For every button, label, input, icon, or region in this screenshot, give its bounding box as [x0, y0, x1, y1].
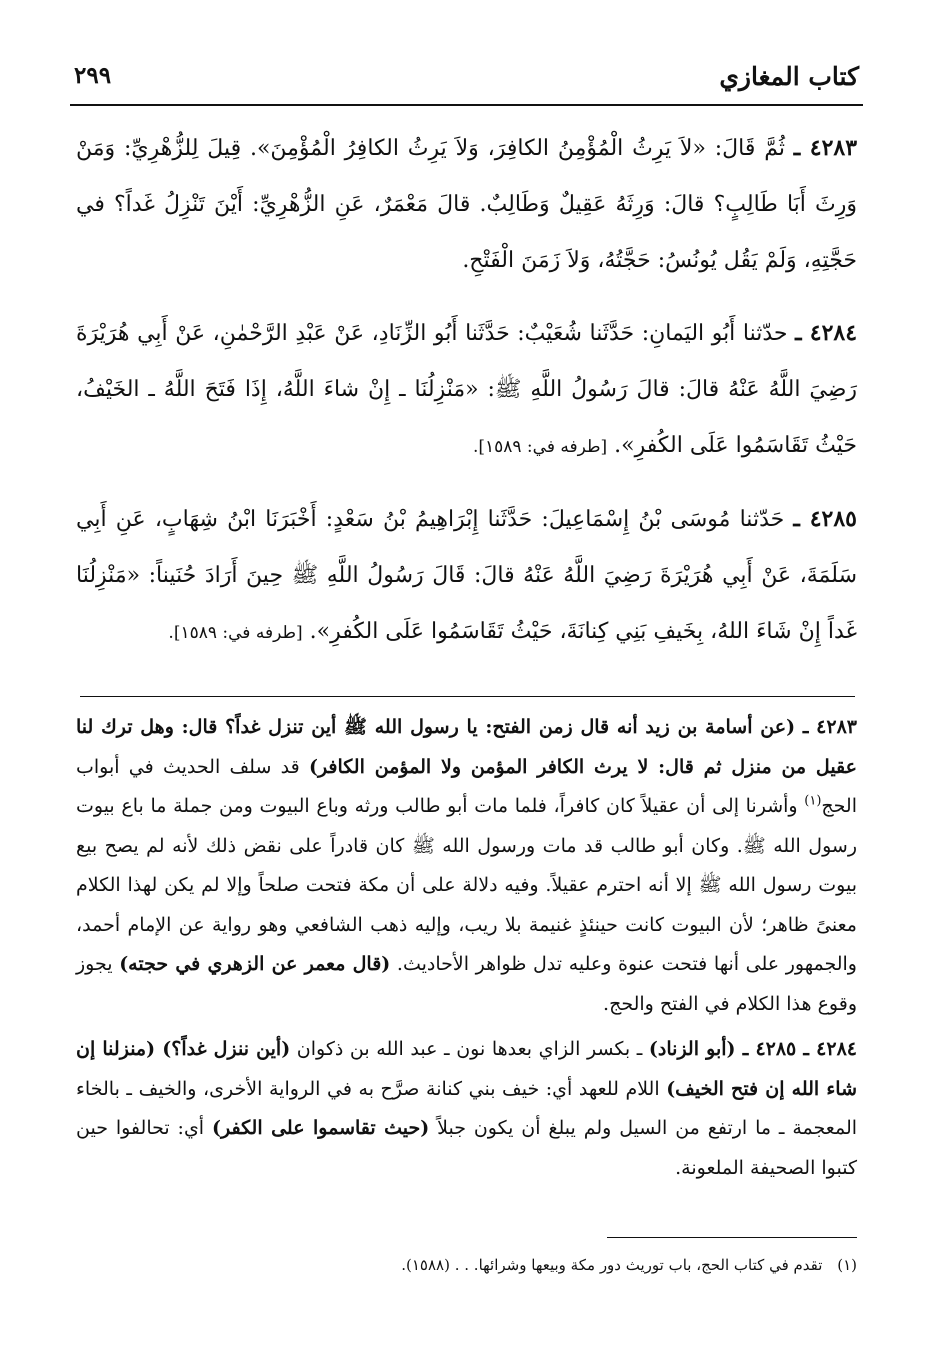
commentary-text: أي: تحالفوا حين كتبوا الصحيفة الملعونة. — [76, 1117, 857, 1179]
hadith-4284 — [76, 305, 857, 475]
commentary-quote: (حيث تقاسموا على الكفر) — [211, 1117, 430, 1139]
page-number: ٢٩٩ — [74, 62, 112, 89]
hadith-body: حدّثنا أَبُو اليَمانِ: حَدَّثَنا شُعَيْبٌ: حَدَّثَنا أَبُو الزِّنَادِ، عَنْ عَبْدِ الرَّحْمٰنِ، عَنْ أَبِي هُرَيْرَةَ رَضِيَ اللَّهُ عَنْهُ قالَ: قالَ رَسُولُ اللَّهِ ﷺ: «مَنْزِلُنَا ـ إِنْ شاءَ اللَّهُ، إِذَا فَتَحَ اللَّهُ ـ الخَيْفُ، حَيْثُ تَقَاسَمُوا عَلَى الكُفرِ». — [76, 321, 857, 458]
cross-reference: [طرفه في: ١٥٨٩]. — [168, 623, 303, 643]
footnote-text: تقدم في كتاب الحج، باب توريث دور مكة وبيعها وشرائها. . . (١٥٨٨). — [401, 1256, 823, 1274]
commentary-text: قد سلف الحديث في أبواب الحج — [76, 755, 857, 817]
hadith-text-section — [76, 120, 857, 677]
hadith-4285 — [76, 491, 857, 661]
hadith-4283 — [76, 120, 857, 289]
book-title: كتاب المغازي — [719, 62, 859, 91]
footnote — [76, 1253, 857, 1277]
commentary-text: ـ بكسر الزاي بعدها نون ـ عبد الله بن ذكوان — [290, 1038, 649, 1060]
commentary-paragraph-4283 — [76, 708, 857, 1024]
commentary-text: وأشرنا إلى أن عقيلاً كان كافراً، فلما مات أبو طالب ورثه وباع البيوت ومن جملة ما باع بيوت رسول الله ﷺ. وكان أبو طالب قد مات ورسول الله ﷺ كان قادراً على نقض ذلك لأنه لم يصح بيع بيوت رسول الله ﷺ إلا أنه احترم عقيلاً. وفيه دلالة على أن مكة فتحت صلحاً وإلا لم يكن لهذا الكلام معنىً ظاهر؛ لأن البيوت كانت حينئذٍ غنيمة بلا ريب، وإليه ذهب الشافعي وهو رواية عن الإمام أحمد، والجمهور على أنها فتحت عنوة وعليه تدل ظواهر الأحاديث. — [76, 795, 857, 975]
footnote-divider — [607, 1237, 857, 1238]
commentary-section — [76, 708, 857, 1194]
hadith-number: ٤٢٨٥ ـ — [793, 506, 857, 532]
hadith-number: ٤٢٨٤ ـ — [795, 320, 858, 346]
page-header — [70, 58, 863, 106]
commentary-text: اللام للعهد أي: خيف بني كنانة صرَّح به في الرواية الأخرى، والخيف ـ بالخاء المعجمة ـ ما ارتفع من السيل ولم يبلغ أن يكون جبلاً — [76, 1077, 858, 1139]
section-divider — [80, 696, 855, 697]
commentary-quote: (قال معمر عن الزهري في حجته) — [119, 953, 391, 975]
commentary-quote: (أين ننزل غداً؟) (منزلنا إن شاء الله إن فتح الخيف) — [76, 1038, 857, 1100]
commentary-paragraph-4284-4285 — [76, 1030, 857, 1188]
hadith-number: ٤٢٨٣ ـ — [793, 135, 858, 161]
hadith-body: حَدّثنا مُوسَى بْنُ إِسْمَاعِيلَ: حَدَّثَنا إِبْرَاهِيمُ بْنُ سَعْدٍ: أَخْبَرَنَا ابْنُ شِهَابٍ، عَنِ أَبِي سَلَمَةَ، عَنْ أَبِي هُرَيْرَةَ رَضِيَ اللَّهُ عَنْهُ قالَ: قَالَ رَسُولُ اللَّهِ ﷺ حِينَ أَرَادَ حُنَيناً: «مَنْزِلُنَا غَداً إِنْ شَاءَ اللهُ، بِخَيفِ بَنِي كِنانَةَ، حَيْثُ تَقَاسَمُوا عَلَى الكُفرِ». — [76, 507, 857, 644]
footnote-number: (١) — [837, 1256, 857, 1274]
commentary-heading: ٤٢٨٤ ـ ٤٢٨٥ ـ (أبو الزناد) — [648, 1038, 857, 1060]
cross-reference: [طرفه في: ١٥٨٩]. — [472, 437, 608, 457]
footnote-marker: (١) — [804, 793, 822, 809]
commentary-text: يجوز وقوع هذا الكلام في الفتح والحج. — [76, 953, 857, 1015]
hadith-body: ثُمَّ قَالَ: «لاَ يَرِثُ الْمُؤْمِنُ الكافِرَ، وَلاَ يَرِثُ الكافِرُ الْمُؤْمِنَ». قِيلَ لِلزُّهْرِيِّ: وَمَنْ وَرِثَ أَبَا طَالِبٍ؟ قالَ: وَرِثَهُ عَقِيلٌ وَطَالِبٌ. قالَ مَعْمَرٌ، عَنِ الزُّهْرِيِّ: أَيْنَ تَنْزِلُ غَداً؟ في حَجَّتِهِ، وَلَمْ يَقُل يُونُسُ: حَجَّتُهُ، وَلاَ زَمَنَ الْفَتْحِ. — [76, 136, 857, 273]
commentary-heading: ٤٢٨٣ ـ (عن أسامة بن زيد أنه قال زمن الفتح: يا رسول الله ﷺ أين تنزل غداً؟ قال: وهل ترك لنا عقيل من منزل ثم قال: لا يرث الكافر المؤمن ولا المؤمن الكافر) — [76, 716, 857, 778]
